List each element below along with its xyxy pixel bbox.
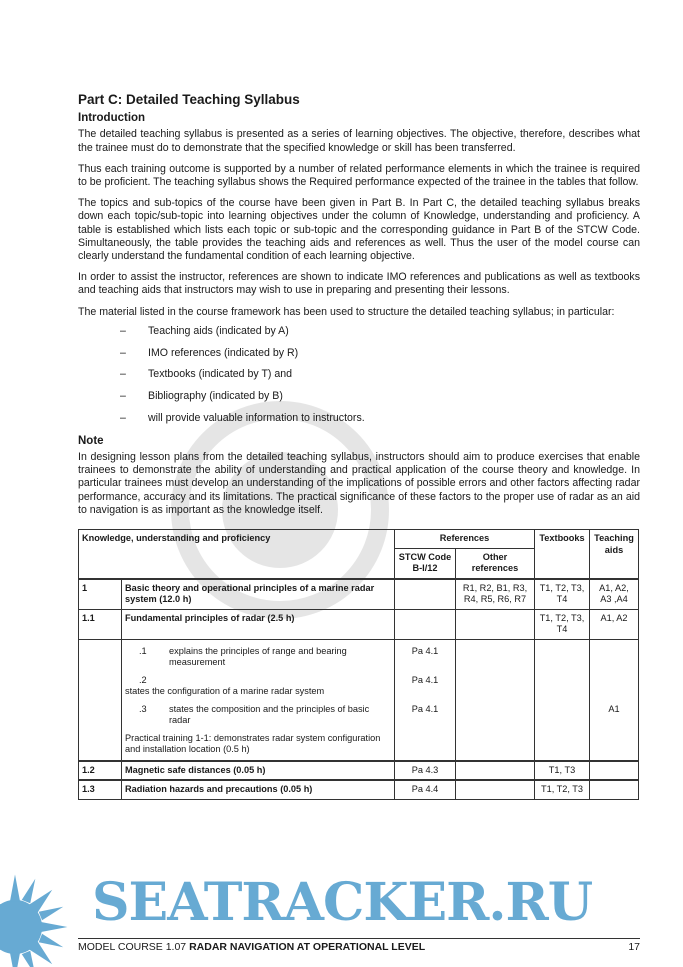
list-item [78,325,640,338]
row-number: 1.3 [79,780,122,799]
table-row [79,730,639,761]
syllabus-table [78,529,639,800]
row-topic: Radiation hazards and precautions (0.05 h) [122,780,395,799]
page-number: 17 [628,941,640,953]
list-item-text: Textbooks (indicated by T) and [148,368,293,381]
paragraph: The topics and sub-topics of the course have been given in Part B. In Part C, the detailed teaching syllabus breaks down each topic/sub-topic into learning objectives under the column of Knowledge, understanding and proficiency. A table is established which lists each topic or sub-topic and the corresponding guidance in Part B of the STCW Code. Simultaneously, the table provides the teaching aids and references as well. Thus the user of the model course can clearly understand the fundamental condition of each learning objective. [78,197,640,263]
paragraph: The detailed teaching syllabus is presented as a series of learning objectives. The objective, therefore, describes what the trainee must do to demonstrate that the specified knowledge or skill has been transferred. [78,128,640,154]
page-footer [78,938,640,954]
sub-objective [122,672,395,701]
bullet: – [120,324,126,337]
table-row [79,672,639,701]
header-textbooks: Textbooks [535,530,590,579]
sub-number: .3 [139,703,147,714]
bullet: – [120,389,126,402]
seatracker-watermark: SEATRACKER.RU [92,872,593,933]
page-title: Part C: Detailed Teaching Syllabus [78,92,300,107]
row-stcw: Pa 4.1 [395,672,456,701]
list-item-text: IMO references (indicated by R) [148,346,299,359]
table-row [79,780,639,799]
sub-number: .2 [139,674,147,685]
row-stcw: Pa 4.4 [395,780,456,799]
sub-text: states the configuration of a marine radar system [125,686,325,697]
header-teaching-aids: Teaching aids [590,530,639,579]
practical-training: Practical training 1-1: demonstrates radar system configuration and installation location (0.5 h) [122,730,395,761]
list-item-text: Teaching aids (indicated by A) [148,324,289,337]
row-stcw: Pa 4.3 [395,761,456,781]
footer-course: MODEL COURSE 1.07 [78,941,187,953]
row-number: 1.1 [79,609,122,639]
row-aids: A1 [590,701,639,730]
header-stcw: STCW Code B-I/12 [395,548,456,579]
sub-number: .1 [139,645,147,656]
table-row [79,761,639,781]
table-header-row [79,530,639,549]
row-aids: A1, A2, A3 ,A4 [590,579,639,610]
row-other-refs: R1, R2, B1, R3, R4, R5, R6, R7 [456,579,535,610]
row-topic: Fundamental principles of radar (2.5 h) [122,609,395,639]
table-row [79,701,639,730]
bullet: – [120,346,126,359]
row-stcw: Pa 4.1 [395,639,456,672]
header-other-references: Other references [456,548,535,579]
sub-text: states the composition and the principles of basic radar [169,703,370,726]
bullet: – [120,411,126,424]
list-item [78,412,640,425]
table-row [79,579,639,610]
sub-text: explains the principles of range and bearing measurement [169,645,347,668]
row-textbooks: T1, T2, T3, T4 [535,609,590,639]
row-topic: Basic theory and operational principles of a marine radar system (12.0 h) [122,579,395,610]
note-heading: Note [78,434,104,447]
list-item [78,347,640,360]
list-item [78,390,640,403]
row-number: 1.2 [79,761,122,781]
footer-title: RADAR NAVIGATION AT OPERATIONAL LEVEL [189,941,426,953]
bullet: – [120,368,126,381]
introduction-heading: Introduction [78,112,146,125]
sun-burst-icon [0,872,70,967]
row-textbooks: T1, T2, T3, T4 [535,579,590,610]
materials-list [78,325,640,425]
table-row [79,609,639,639]
paragraph: In order to assist the instructor, references are shown to indicate IMO references and publications as well as textbooks and teaching aids that instructors may wish to use in preparing and presenting their lessons. [78,271,640,297]
row-stcw [395,579,456,610]
paragraph: Thus each training outcome is supported by a number of related performance elements in which the trainee is required to be proficient. The teaching syllabus shows the Required performance expected of the trainee in the tables that follow. [78,162,640,189]
row-aids: A1, A2 [590,609,639,639]
header-references: References [395,530,535,549]
row-number: 1 [79,579,122,610]
list-item-text: will provide valuable information to instructors. [148,411,365,424]
sub-objective [122,701,395,730]
list-item [78,368,640,381]
note-paragraph: In designing lesson plans from the detailed teaching syllabus, instructors should aim to produce exercises that enable trainees to demonstrate the ability of understanding and practical application of the course theory and knowledge. In particular trainees must develop an understanding of the implications of possible errors and other factors affecting radar performance, accuracy and its limitations. The practical significance of these factors to the proper use of radar as an aid to navigation is as important as the knowledge itself. [78,451,640,516]
sub-objective [122,639,395,672]
paragraph: The material listed in the course framework has been used to structure the detailed teaching syllabus; in particular: [78,305,615,318]
list-item-text: Bibliography (indicated by B) [148,389,283,402]
row-stcw: Pa 4.1 [395,701,456,730]
row-textbooks: T1, T3 [535,761,590,781]
table-row [79,639,639,672]
header-kup: Knowledge, understanding and proficiency [79,530,395,579]
row-topic: Magnetic safe distances (0.05 h) [122,761,395,781]
row-textbooks: T1, T2, T3 [535,780,590,799]
